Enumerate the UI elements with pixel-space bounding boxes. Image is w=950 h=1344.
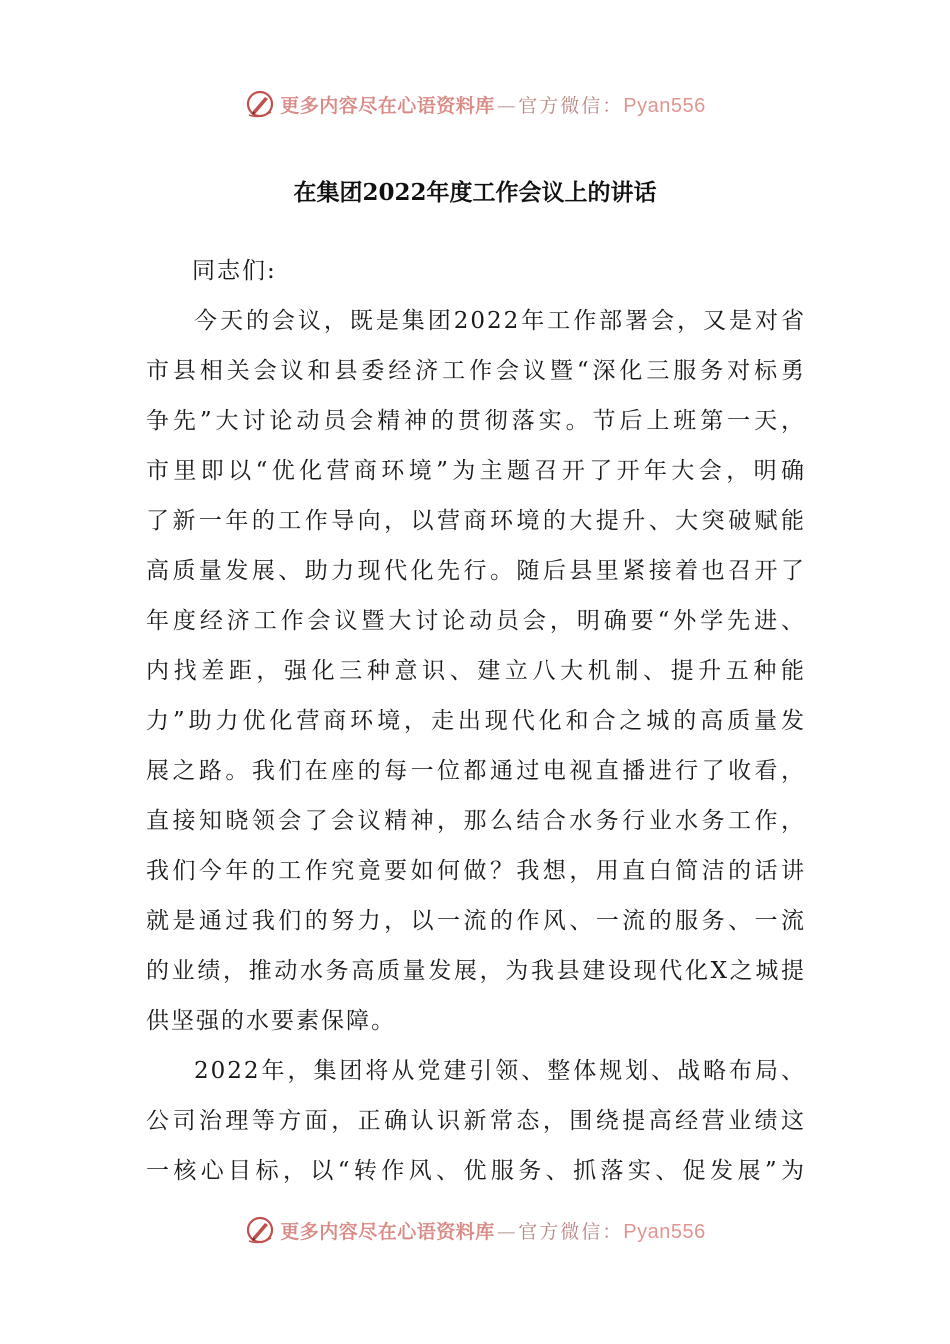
paragraph-1 xyxy=(146,296,806,1046)
watermark-official-label: 官方微信： xyxy=(518,1220,624,1243)
watermark-text xyxy=(280,91,706,118)
text-line: 争先”大讨论动员会精神的贯彻落实。节后上班第一天， xyxy=(146,408,806,434)
text-line: 市县相关会议和县委经济工作会议暨“深化三服务对标勇 xyxy=(146,358,806,384)
pen-circle-logo-icon xyxy=(244,1214,276,1246)
watermark-wechat-id: Pyan556 xyxy=(623,1220,706,1243)
text-line: 我们今年的工作究竟要如何做？我想，用直白简洁的话讲 xyxy=(146,858,806,884)
text-line: 内找差距，强化三种意识、建立八大机制、提升五种能 xyxy=(146,658,806,684)
pen-circle-logo-icon xyxy=(244,88,276,120)
text-line: 年度经济工作会议暨大讨论动员会，明确要“外学先进、 xyxy=(146,608,806,634)
document-body xyxy=(146,246,806,1196)
watermark-official-label: 官方微信： xyxy=(518,94,624,117)
watermark-header xyxy=(0,84,950,124)
text-line: 一核心目标，以“转作风、优服务、抓落实、促发展”为 xyxy=(146,1158,806,1184)
watermark-text xyxy=(280,1217,706,1244)
watermark-main-text: 更多内容尽在心语资料库 xyxy=(280,94,495,117)
text-line: 展之路。我们在座的每一位都通过电视直播进行了收看， xyxy=(146,758,806,784)
salutation: 同志们: xyxy=(192,258,277,284)
paragraph-2 xyxy=(146,1046,806,1196)
text-line: 2022年，集团将从党建引领、整体规划、战略布局、 xyxy=(194,1058,806,1084)
text-line: 就是通过我们的努力，以一流的作风、一流的服务、一流 xyxy=(146,908,806,934)
text-line: 公司治理等方面，正确认识新常态，围绕提高经营业绩这 xyxy=(146,1108,806,1134)
text-line: 的业绩，推动水务高质量发展，为我县建设现代化X之城提 xyxy=(146,958,806,984)
text-line: 供坚强的水要素保障。 xyxy=(146,1008,396,1034)
text-line: 直接知晓领会了会议精神，那么结合水务行业水务工作， xyxy=(146,808,806,834)
watermark-separator: — xyxy=(496,94,517,117)
text-line: 力”助力优化营商环境，走出现代化和合之城的高质量发 xyxy=(146,708,806,734)
text-line: 了新一年的工作导向，以营商环境的大提升、大突破赋能 xyxy=(146,508,806,534)
watermark-separator: — xyxy=(496,1220,517,1243)
text-line: 今天的会议，既是集团2022年工作部署会，又是对省 xyxy=(194,308,806,334)
text-line: 高质量发展、助力现代化先行。随后县里紧接着也召开了 xyxy=(146,558,806,584)
watermark-main-text: 更多内容尽在心语资料库 xyxy=(280,1220,495,1243)
watermark-wechat-id: Pyan556 xyxy=(623,94,706,117)
document-title: 在集团2022年度工作会议上的讲话 xyxy=(293,179,657,206)
text-line: 市里即以“优化营商环境”为主题召开了开年大会，明确 xyxy=(146,458,806,484)
watermark-footer xyxy=(0,1210,950,1250)
